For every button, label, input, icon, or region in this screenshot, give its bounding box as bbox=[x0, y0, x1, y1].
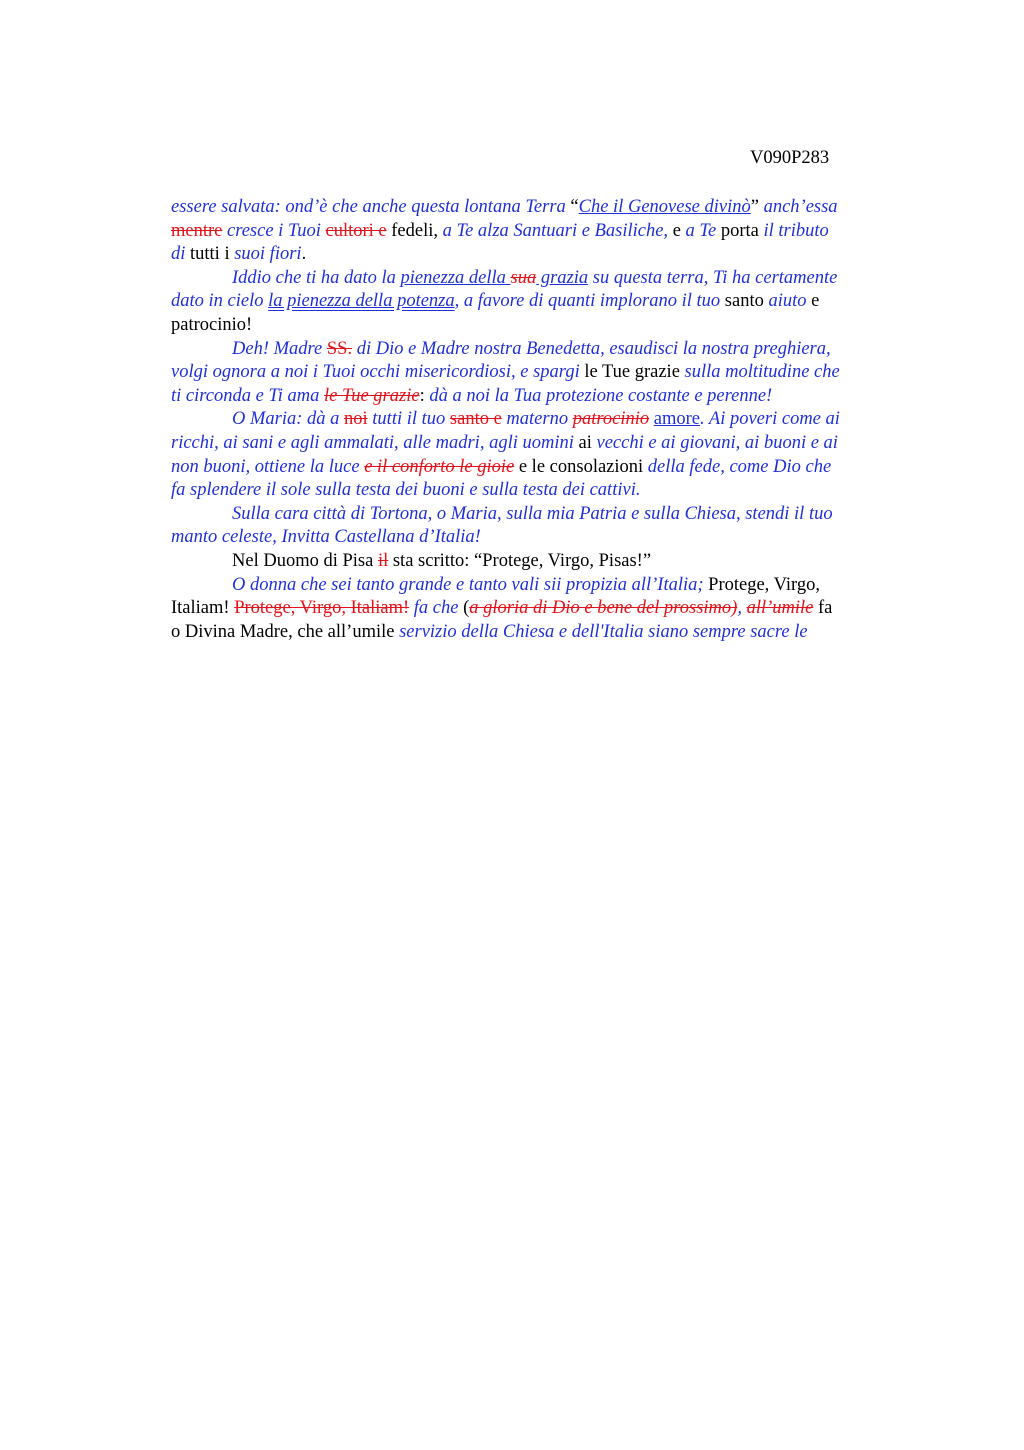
paragraph-start-line bbox=[171, 550, 931, 574]
text-span: tutti i bbox=[185, 244, 235, 265]
text-span: a Te alza Santuari e Basiliche, bbox=[438, 220, 669, 241]
text-span: dà a noi la Tua protezione costante e perenne! bbox=[424, 385, 773, 406]
text-span: santo bbox=[724, 291, 764, 312]
text-span: di bbox=[171, 244, 186, 265]
deleted-span: all’umile bbox=[746, 598, 814, 619]
deleted-span: Protege, Virgo, Italiam! bbox=[234, 598, 410, 619]
text-span: a Te bbox=[685, 220, 717, 241]
text-span: non buoni, ottiene la luce bbox=[171, 456, 365, 477]
text-span: : bbox=[419, 385, 425, 406]
text-span: vecchi e ai giovani, ai buoni e ai bbox=[596, 432, 838, 453]
text-span: manto celeste, Invitta Castellana d’Italia! bbox=[171, 527, 481, 548]
document-body bbox=[171, 196, 931, 644]
text-span: O donna che sei tanto grande e tanto vali sii propizia all’Italia; bbox=[232, 574, 704, 595]
text-span: volgi ognora a noi i Tuoi occhi misericordiosi, e spargi bbox=[171, 362, 580, 383]
text-span: anch’essa bbox=[758, 197, 838, 217]
deleted-span: santo e bbox=[449, 409, 502, 430]
text-span: o Divina Madre, che all’umile bbox=[171, 621, 400, 642]
text-span: della fede, come Dio che bbox=[647, 456, 832, 477]
paragraph-start-line bbox=[171, 574, 931, 598]
text-line bbox=[171, 479, 931, 503]
deleted-span: sua bbox=[510, 267, 537, 288]
text-span: O Maria: dà a bbox=[232, 409, 345, 430]
text-span: fa splendere il sole sulla testa dei buoni e sulla testa dei cattivi. bbox=[171, 480, 641, 501]
text-span: patrocinio! bbox=[171, 314, 253, 335]
text-span: dato in cielo bbox=[171, 291, 269, 312]
text-span: Deh! Madre bbox=[232, 338, 327, 359]
text-span: sta scritto: “Protege, Virgo, Pisas!” bbox=[388, 550, 652, 571]
underlined-span: grazia bbox=[536, 267, 589, 288]
text-line bbox=[171, 597, 931, 621]
text-span: , a favore di quanti implorano il tuo bbox=[454, 291, 725, 312]
text-span: tutti il tuo bbox=[367, 409, 450, 430]
text-line bbox=[171, 196, 931, 220]
text-span: cresce i Tuoi bbox=[222, 220, 326, 241]
paragraph-start-line bbox=[171, 267, 931, 291]
text-span: . Ai poveri come ai bbox=[699, 409, 840, 430]
open-quote: “ bbox=[570, 197, 579, 217]
text-span: servizio della Chiesa e dell'Italia siano sempre sacre le bbox=[399, 621, 808, 642]
text-span: fa che bbox=[409, 598, 459, 619]
text-line bbox=[171, 361, 931, 385]
text-span: Sulla cara città di Tortona, o Maria, sulla mia Patria e sulla Chiesa, stendi il tuo bbox=[232, 503, 833, 524]
text-line bbox=[171, 243, 931, 267]
double-underlined-span: la pienezza della potenza bbox=[268, 291, 455, 312]
text-span: Protege, Virgo, bbox=[703, 574, 820, 595]
text-line bbox=[171, 526, 931, 550]
text-span: fa bbox=[813, 598, 833, 619]
text-line bbox=[171, 456, 931, 480]
deleted-span: le Tue grazie bbox=[323, 385, 420, 406]
underlined-span: pienezza della bbox=[400, 267, 511, 288]
text-span: fedeli, bbox=[386, 220, 438, 241]
text-span: e bbox=[806, 291, 820, 312]
close-quote: ” bbox=[750, 197, 759, 217]
deleted-span: a gloria di Dio e bene del prossimo) bbox=[469, 598, 738, 619]
text-span: e le consolazioni bbox=[514, 456, 648, 477]
text-span: . bbox=[301, 244, 307, 265]
text-span: le Tue grazie bbox=[579, 362, 685, 383]
text-span: ai bbox=[573, 432, 597, 453]
text-span: di Dio e Madre nostra Benedetta, esaudisci la nostra preghiera, bbox=[352, 338, 831, 359]
deleted-span: e il conforto le gioie bbox=[364, 456, 515, 477]
text-line bbox=[171, 432, 931, 456]
text-line bbox=[171, 314, 931, 338]
paragraph-start-line bbox=[171, 408, 931, 432]
deleted-span: cultori e bbox=[325, 220, 387, 241]
text-line bbox=[171, 220, 931, 244]
text-span: aiuto bbox=[763, 291, 807, 312]
text-line bbox=[171, 385, 931, 409]
deleted-span: patrocinio bbox=[572, 409, 650, 430]
text-span: materno bbox=[501, 409, 573, 430]
text-line bbox=[171, 621, 931, 645]
text-span: su questa terra, Ti ha certamente bbox=[588, 267, 838, 288]
deleted-span: mentre bbox=[171, 220, 223, 241]
text-span: ricchi, ai sani e agli ammalati, alle madri, agli uomini bbox=[171, 432, 574, 453]
text-span: essere salvata: ond’è che anche questa lontana Terra bbox=[171, 197, 571, 217]
text-span: sulla moltitudine che bbox=[684, 362, 840, 383]
paragraph-start-line bbox=[171, 338, 931, 362]
text-line bbox=[171, 290, 931, 314]
page-identifier: V090P283 bbox=[750, 148, 830, 168]
underlined-span: Che il Genovese divinò bbox=[578, 197, 751, 217]
deleted-span: il bbox=[377, 550, 389, 571]
text-span: e bbox=[668, 220, 686, 241]
text-span: , bbox=[737, 598, 747, 619]
text-span: il tributo bbox=[763, 220, 829, 241]
text-span: ( bbox=[458, 598, 470, 619]
text-span: Italiam! bbox=[171, 598, 235, 619]
text-span: Iddio che ti ha dato la bbox=[232, 267, 401, 288]
text-span: Nel Duomo di Pisa bbox=[232, 550, 378, 571]
deleted-span: noi bbox=[344, 409, 368, 430]
deleted-span: SS. bbox=[326, 338, 353, 359]
text-span: suoi fiori bbox=[234, 244, 302, 265]
text-span: ti circonda e Ti ama bbox=[171, 385, 324, 406]
underlined-span: amore bbox=[653, 409, 700, 430]
text-span: porta bbox=[716, 220, 764, 241]
paragraph-start-line bbox=[171, 503, 931, 527]
